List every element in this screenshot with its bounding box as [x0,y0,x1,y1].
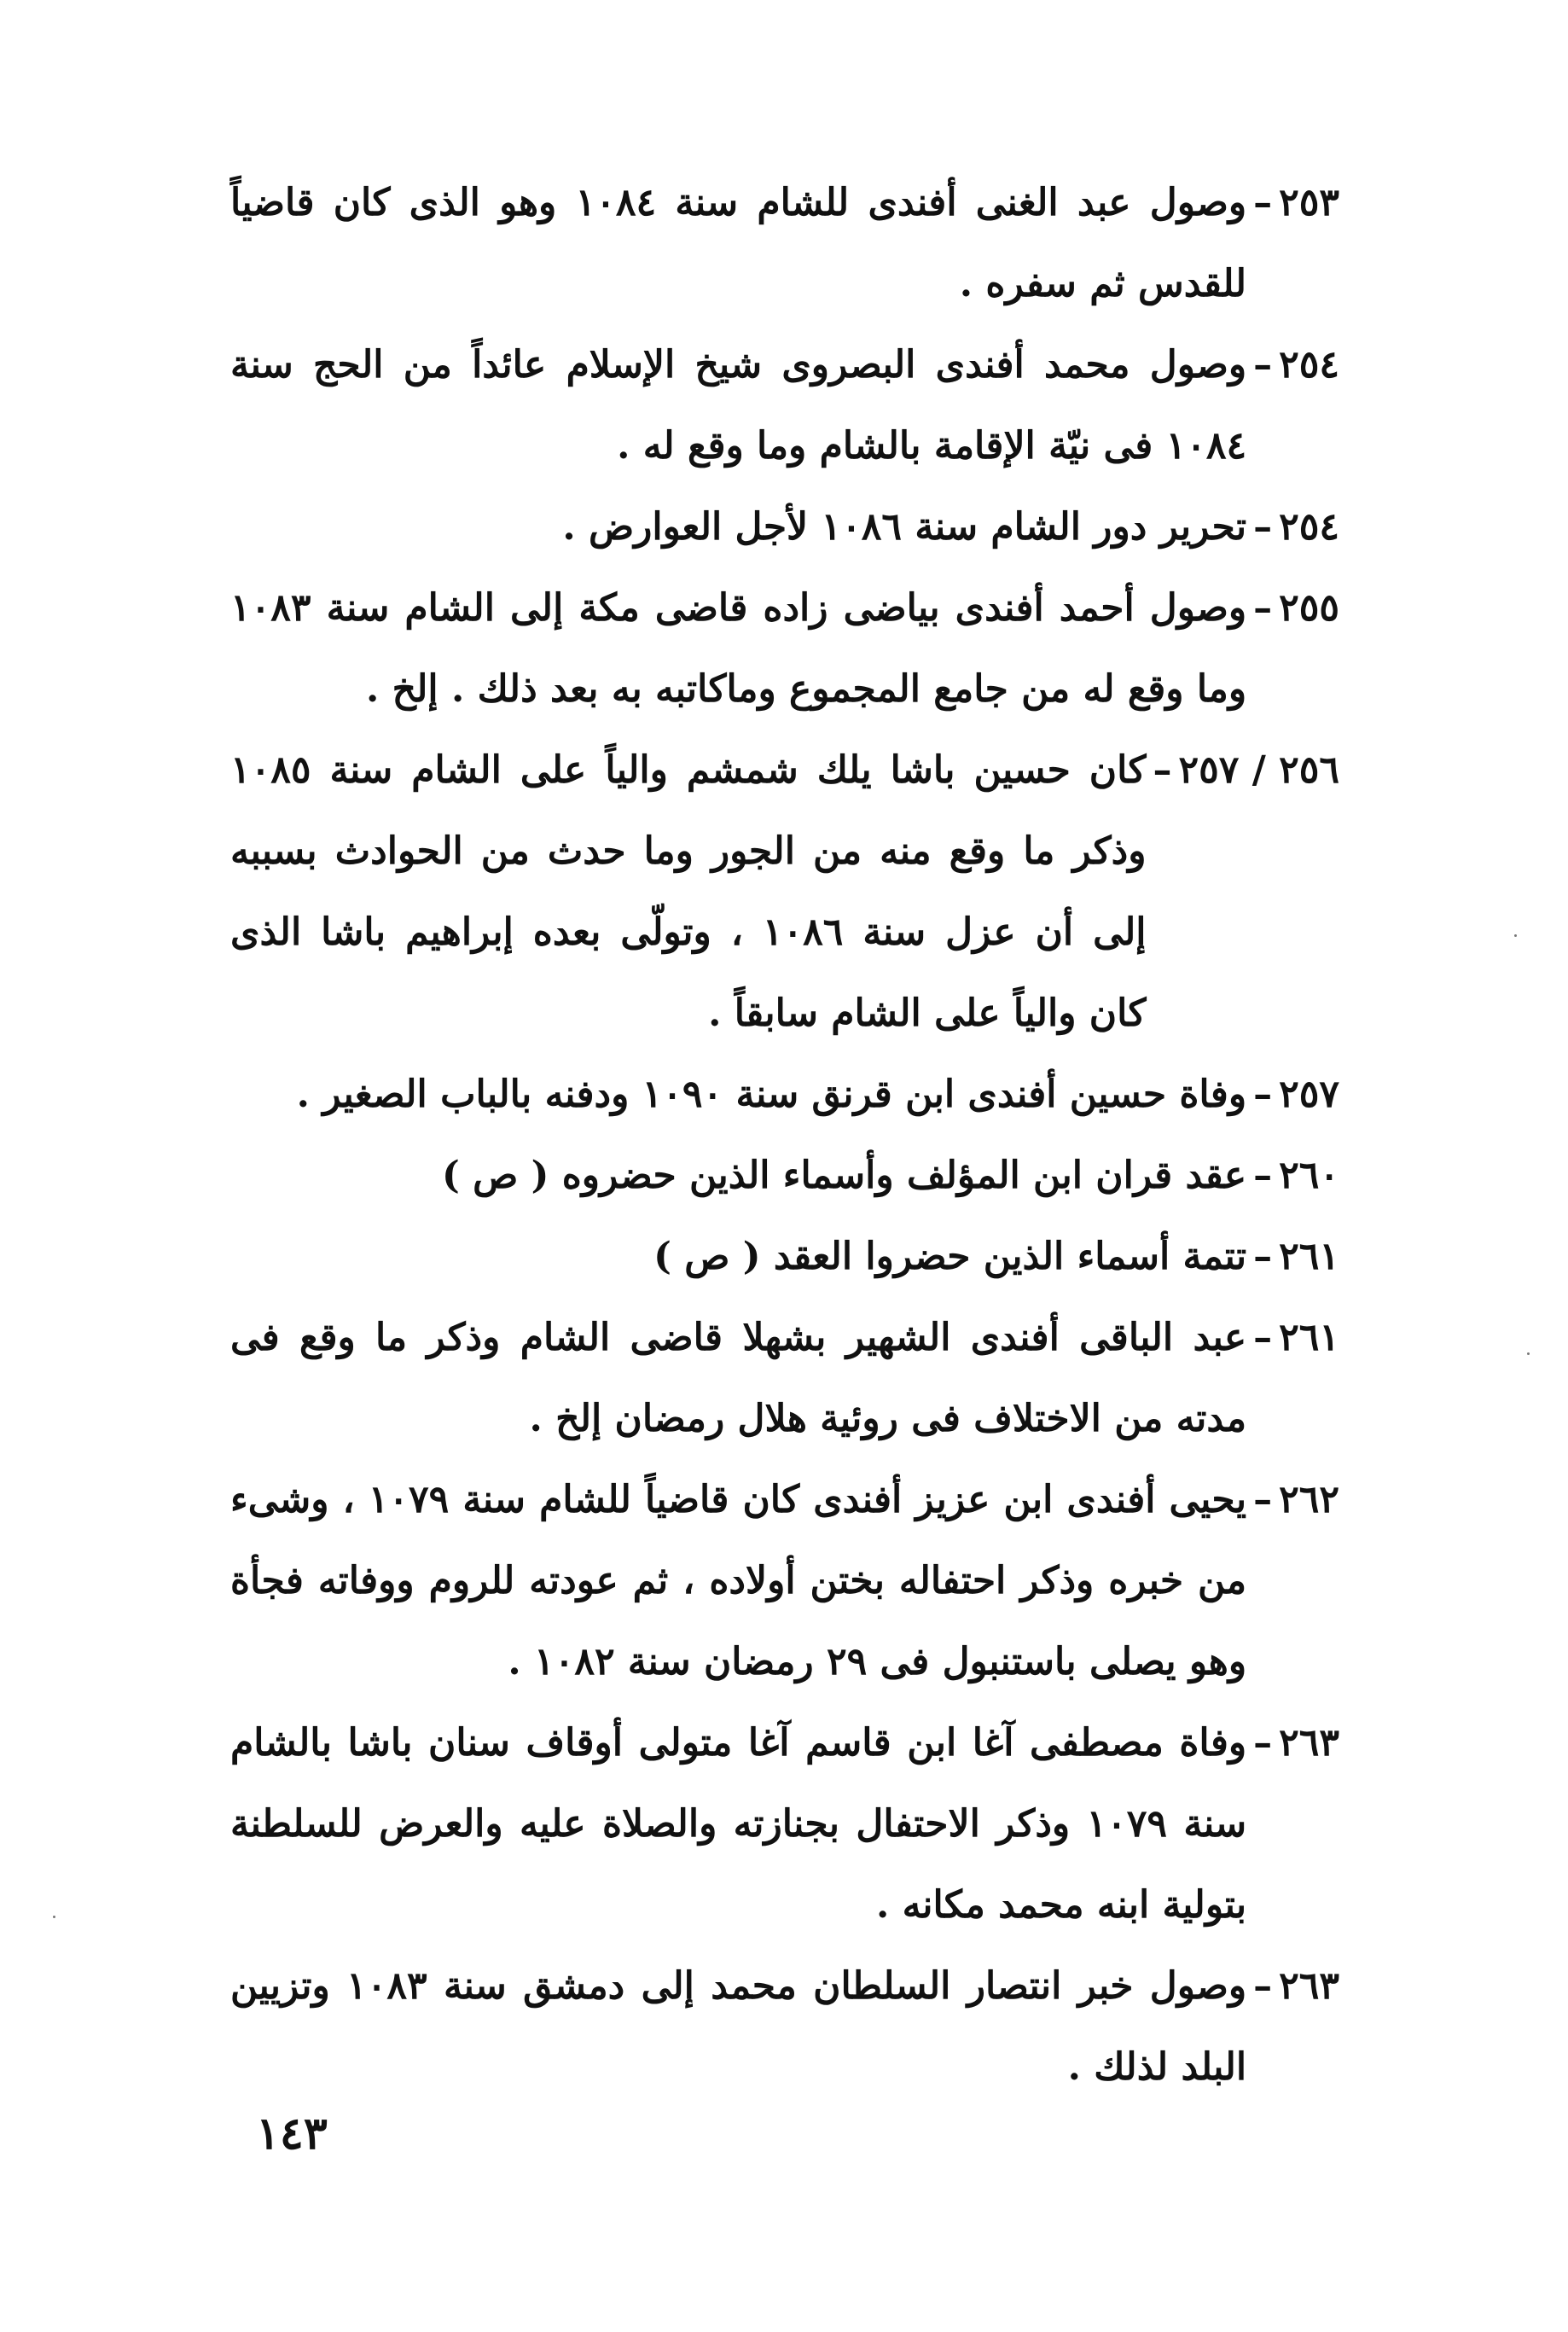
entry-text: عقد قران ابن المؤلف وأسماء الذين حضروه ( ص ) [441,1154,1247,1197]
index-entry [230,730,1339,1054]
entry-text: وصول أحمد أفندى بياضى زاده قاضى مكة إلى الشام سنة ١٠٨٣ وما وقع له من جامع المجموع وماكاتبه به بعد ذلك . إلخ . [230,586,1247,711]
entry-text: وصول عبد الغنى أفندى للشام سنة ١٠٨٤ وهو الذى كان قاضياً للقدس ثم سفره . [230,181,1247,305]
entry-number: ٢٥٤ [1279,505,1339,549]
entry-dash: – [1253,505,1273,549]
index-entry [230,1135,1339,1216]
entry-dash: – [1153,748,1172,792]
entry-text: تحرير دور الشام سنة ١٠٨٦ لأجل العوارض . [562,505,1247,549]
entry-dash: – [1253,1235,1273,1278]
entry-text: كان حسين باشا يلك شمشم والياً على الشام سنة ١٠٨٥ وذكر ما وقع منه من الجور وما حدث من الحوادث بسببه إلى أن عزل سنة ١٠٨٦ ، وتولّى بعده إبراهيم باشا الذى كان والياً على الشام سابقاً . [230,748,1147,1035]
page-number: ١٤٣ [256,2108,328,2160]
entry-dash: – [1253,1964,1273,2008]
entry-number: ٢٦١ [1279,1235,1339,1278]
entry-text: وفاة مصطفى آغا ابن قاسم آغا متولى أوقاف سنان باشا بالشام سنة ١٠٧٩ وذكر الاحتفال بجنازته والصلاة عليه والعرض للسلطنة بتولية ابنه محمد مكانه . [230,1721,1247,1927]
entry-number: ٢٥٣ [1279,181,1339,224]
index-entry [230,162,1339,324]
entry-text: يحيى أفندى ابن عزيز أفندى كان قاضياً للشام سنة ١٠٧٩ ، وشىء من خبره وذكر احتفاله بختن أولاده ، ثم عودته للروم ووفاته فجأة وهو يصلى باستنبول فى ٢٩ رمضان سنة ١٠٨٢ . [230,1478,1247,1684]
entry-number: ٢٥٤ [1279,343,1339,387]
index-entry [230,1297,1339,1459]
index-entry [230,567,1339,730]
entry-text: تتمة أسماء الذين حضروا العقد ( ص ) [653,1235,1247,1278]
entry-dash: – [1253,1721,1273,1765]
entry-number: ٢٦٢ [1279,1478,1339,1521]
entry-number: ٢٥٥ [1279,586,1339,630]
entry-text: وفاة حسين أفندى ابن قرنق سنة ١٠٩٠ ودفنه بالباب الصغير . [296,1073,1247,1116]
entry-text: عبد الباقى أفندى الشهير بشهلا قاضى الشام وذكر ما وقع فى مدته من الاختلاف فى روئية هلال رمضان إلخ . [230,1316,1247,1440]
index-entry [230,486,1339,567]
entry-dash: – [1253,1478,1273,1521]
index-entry [230,324,1339,486]
entry-dash: – [1253,1073,1273,1116]
entry-dash: – [1253,586,1273,630]
index-entry [230,1459,1339,1702]
entry-dash: – [1253,343,1273,387]
entry-number: ٢٦٠ [1279,1154,1339,1197]
ink-speck [53,1916,55,1918]
entry-number: ٢٦٣ [1279,1964,1339,2008]
index-entry [230,1054,1339,1135]
index-entry [230,1216,1339,1297]
entry-number: ٢٦٣ [1279,1721,1339,1765]
ink-speck [1527,1352,1530,1355]
entry-number: ٢٥٧ [1279,1073,1339,1116]
entry-dash: – [1253,1154,1273,1197]
entry-text: وصول خبر انتصار السلطان محمد إلى دمشق سنة ١٠٨٣ وتزيين البلد لذلك . [230,1964,1247,2089]
index-entry [230,1702,1339,1945]
entry-dash: – [1253,181,1273,224]
index-entry [230,1945,1339,2108]
entry-text: وصول محمد أفندى البصروى شيخ الإسلام عائداً من الحج سنة ١٠٨٤ فى نيّة الإقامة بالشام وما وقع له . [230,343,1247,468]
ink-speck [1514,934,1517,937]
entry-number: ٢٥٦ / ٢٥٧ [1178,748,1339,792]
entry-dash: – [1253,1316,1273,1359]
entry-number: ٢٦١ [1279,1316,1339,1359]
index-entries [230,162,1339,2108]
